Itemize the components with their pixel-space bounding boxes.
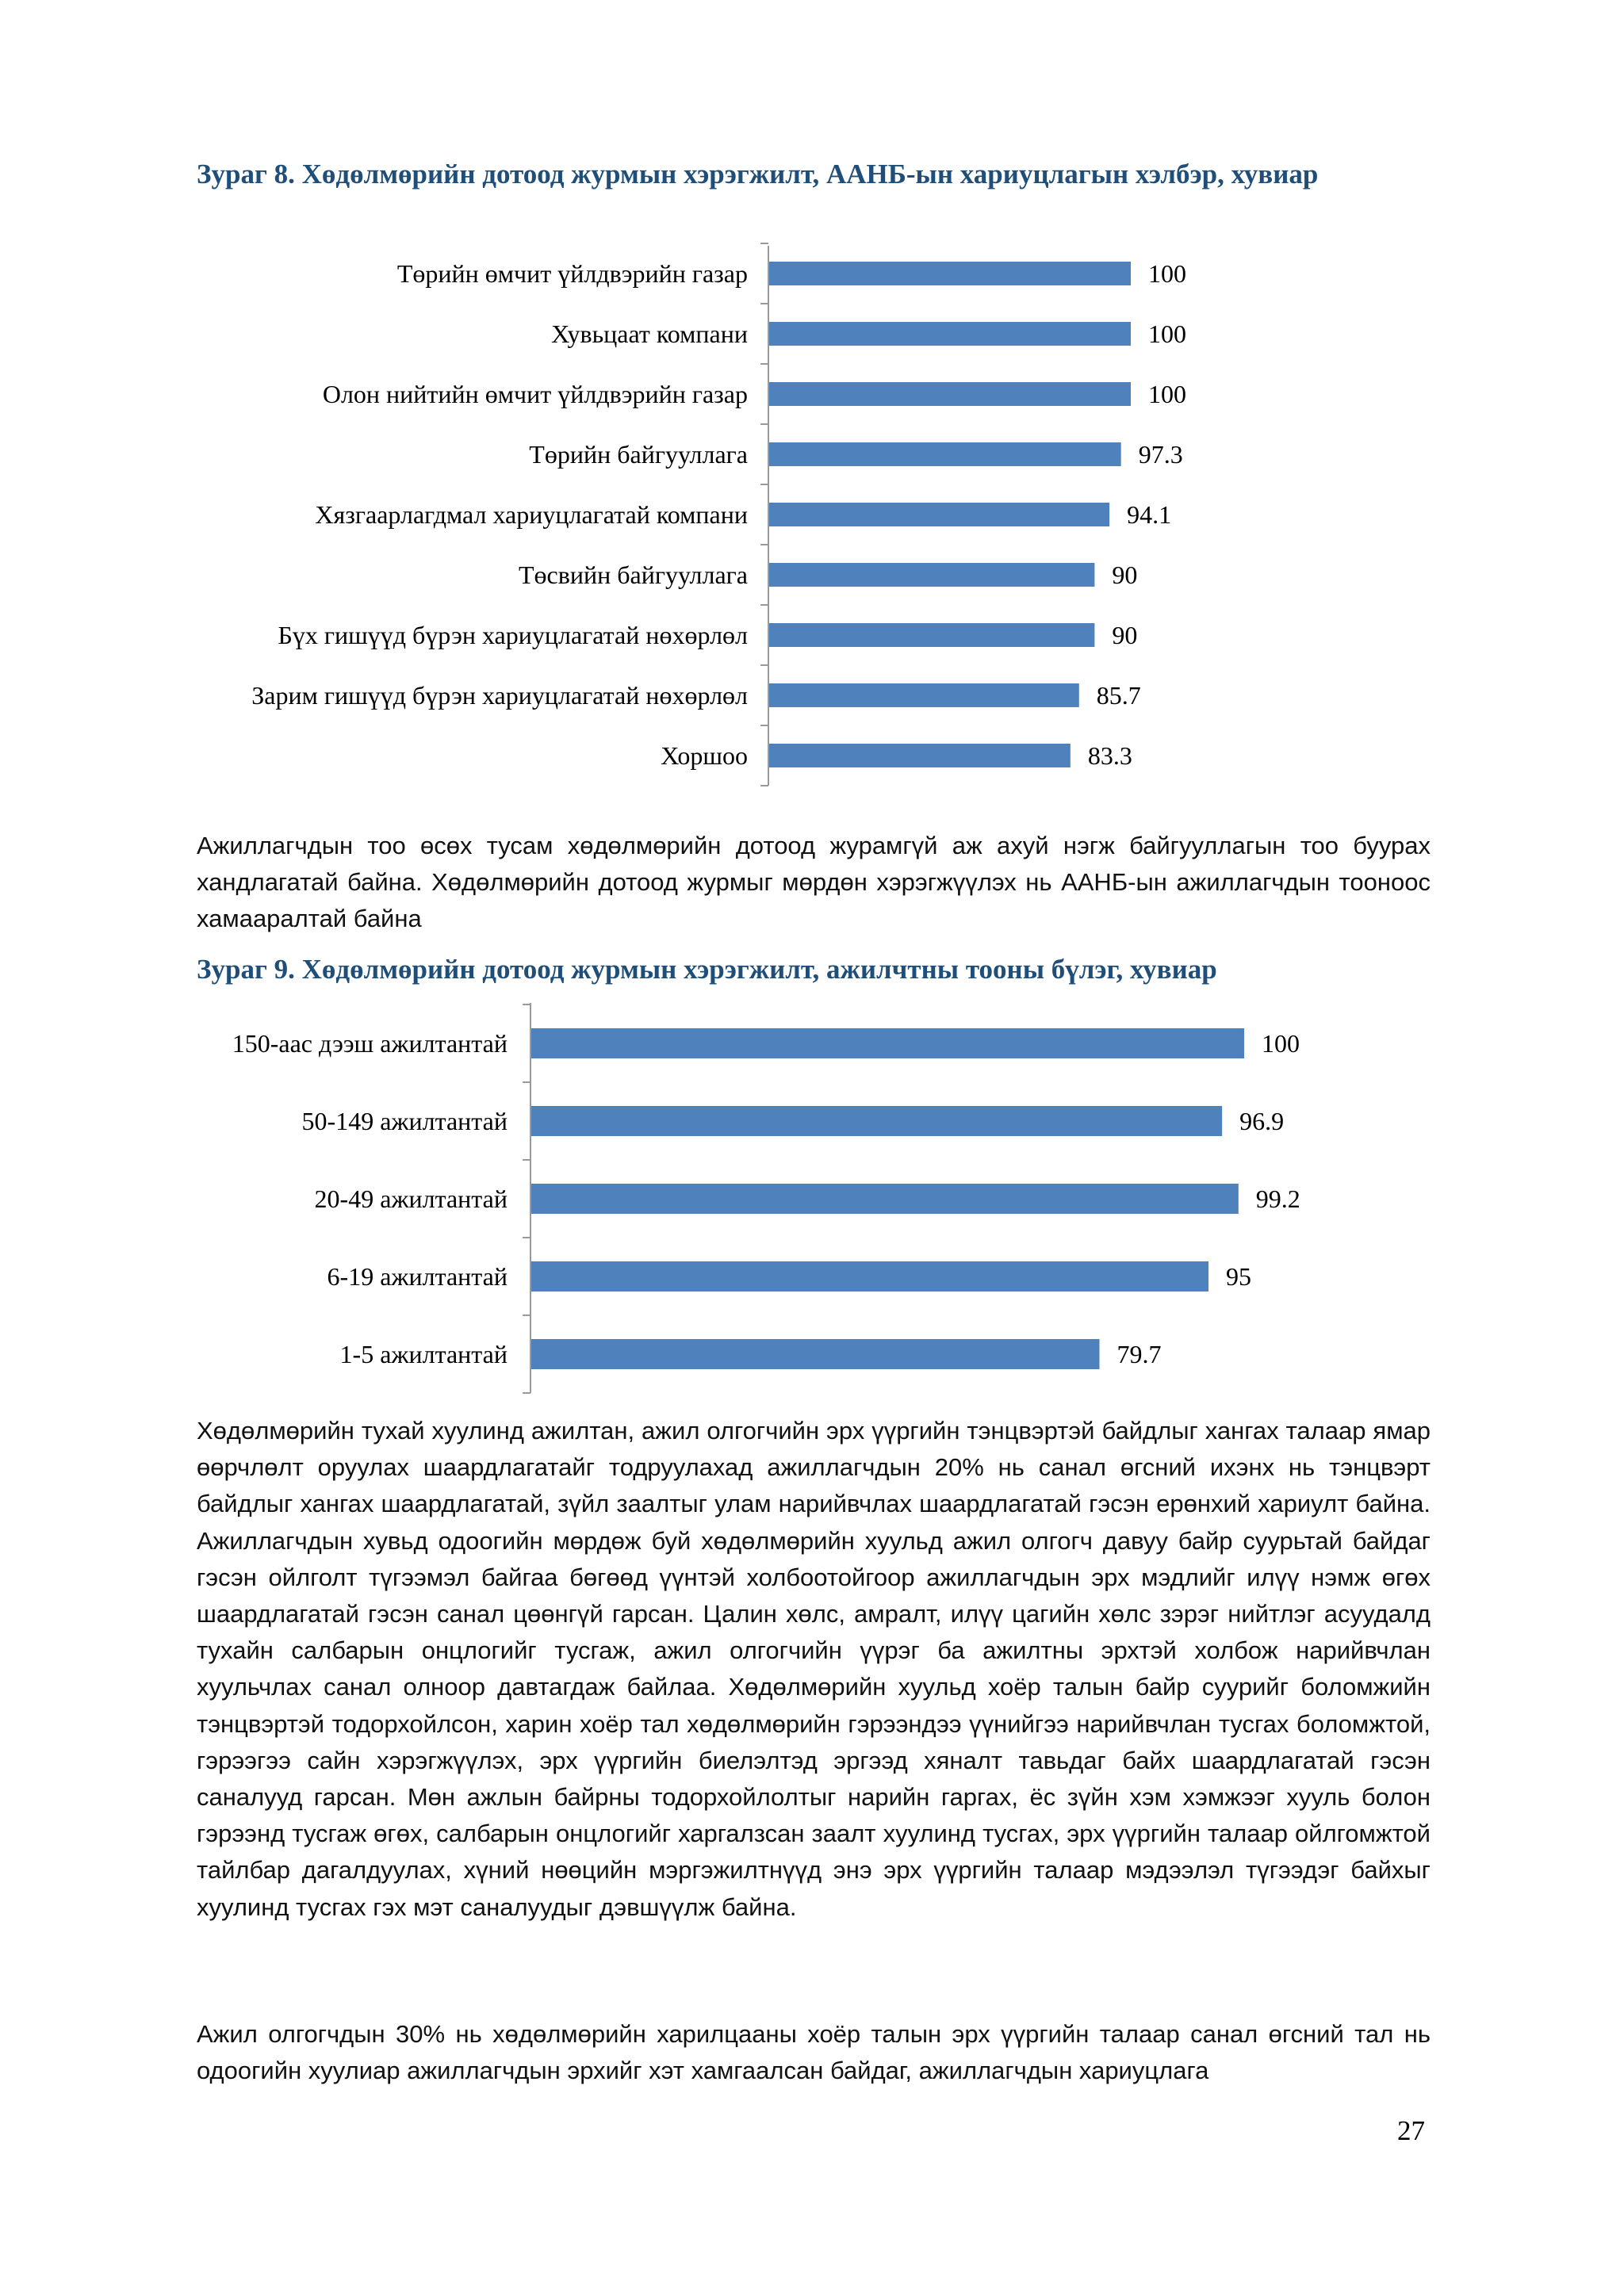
fig9-bar [531, 1028, 1244, 1058]
fig9-value-label: 95 [1226, 1262, 1252, 1291]
fig9-value-label: 99.2 [1255, 1184, 1300, 1213]
fig8-bar [769, 262, 1131, 285]
fig8-category-label: Хязгаарлагдмал хариуцлагатай компани [315, 500, 748, 529]
paragraph-2: Хөдөлмөрийн тухай хуулинд ажилтан, ажил олгогчийн эрх үүргийн тэнцвэртэй байдлыг хангах талаар ямар өөрчлөлт оруулах шаардлагатайг тодруулахад ажиллагчдын 20% нь санал өгсний ихэнх нь тэнцвэрт байдлыг хангах шаардлагатай, зүйл заалтыг улам нарийвчлах шаардлагатай гэсэн ерөнхий хариулт байна. Ажиллагчдын хувьд одоогийн мөрдөж буй хөдөлмөрийн хуульд ажил олгогч давуу байр суурьтай байдаг гэсэн ойлголт түгээмэл байгаа бөгөөд үүнтэй холбоотойгоор ажиллагчдын эрх мэдлийг илүү нэмж өгөх шаардлагатай гэсэн санал цөөнгүй гарсан. Цалин хөлс, амралт, илүү цагийн хөлс зэрэг нийтлэг асуудалд тухайн салбарын онцлогийг тусгаж, ажил олгогчийн үүрэг ба ажилтны эрхтэй холбож нарийвчлан хуульчлах санал олноор давтагдаж байлаа. Хөдөлмөрийн хуульд хоёр талын байр суурийг боломжийн тэнцвэртэй тодорхойлсон, харин хоёр тал хөдөлмөрийн гэрээндээ үүнийгээ нарийвчлан тусгах боломжтой, гэрээгээ сайн хэрэгжүүлэх, эрх үүргийн биелэлтэд эргээд хяналт тавьдаг байх шаардлагатай гэсэн саналууд гарсан. Мөн ажлын байрны тодорхойлолтыг нарийн гаргах, ёс зүйн хэм хэмжээг хууль болон гэрээнд тусгаж өгөх, салбарын онцлогийг харгалзсан заалт хуулинд тусгах, эрх үүргийн талаар ойлгомжтой тайлбар дагалдуулах, хүний нөөцийн мэргэжилтнүүд энэ эрх үүргийн талаар мэдээлэл түгээдэг байхыг хуулинд тусгах гэх мэт саналуудыг дэвшүүлж байна. [197, 1417, 1431, 1921]
fig8-bar [769, 623, 1094, 647]
fig8-category-label: Хувьцаат компани [551, 320, 748, 348]
paragraph-3: Ажил олгогчдын 30% нь хөдөлмөрийн харилцааны хоёр талын эрх үүргийн талаар санал өгсний тал нь одоогийн хуулиар ажиллагчдын эрхийг хэт хамгаалсан байдаг, ажиллагчдын хариуцлага [197, 2020, 1431, 2085]
fig8-category-label: Хоршоо [661, 741, 748, 770]
fig9-category-label: 1-5 ажилтантай [339, 1340, 508, 1368]
fig9-category-label: 150-аас дээш ажилтантай [232, 1029, 508, 1058]
fig8-value-label: 100 [1148, 259, 1186, 288]
fig8-bar [769, 563, 1094, 587]
fig8-value-label: 94.1 [1127, 500, 1172, 529]
fig9-category-label: 50-149 ажилтантай [301, 1107, 508, 1135]
fig9-bar [531, 1339, 1100, 1369]
fig9-bar [531, 1106, 1222, 1136]
fig8-value-label: 100 [1148, 380, 1186, 408]
fig8-value-label: 100 [1148, 320, 1186, 348]
fig8-value-label: 97.3 [1138, 440, 1183, 469]
figure-8-chart [0, 238, 1624, 793]
fig9-bar [531, 1184, 1239, 1214]
fig8-value-label: 90 [1112, 621, 1138, 649]
figure-8-caption: Зураг 8. Хөдөлмөрийн дотоод журмын хэрэгжилт, ААНБ-ын хариуцлагын хэлбэр, хувиар [197, 159, 1319, 189]
fig9-category-label: 6-19 ажилтантай [327, 1262, 508, 1291]
fig9-category-label: 20-49 ажилтантай [314, 1184, 508, 1213]
fig8-value-label: 83.3 [1087, 741, 1132, 770]
fig8-bar [769, 503, 1109, 526]
fig8-bar [769, 442, 1121, 466]
fig8-category-label: Төсвийн байгууллага [518, 561, 748, 589]
fig8-category-label: Зарим гишүүд бүрэн хариуцлагатай нөхөрлөл [251, 681, 748, 710]
fig9-value-label: 96.9 [1239, 1107, 1285, 1135]
fig8-category-label: Бүх гишүүд бүрэн хариуцлагатай нөхөрлөл [278, 621, 748, 649]
figure-9-caption: Зураг 9. Хөдөлмөрийн дотоод журмын хэрэгжилт, ажилчтны тооны бүлэг, хувиар [197, 954, 1217, 985]
fig9-value-label: 79.7 [1116, 1340, 1162, 1368]
fig8-category-label: Олон нийтийн өмчит үйлдвэрийн газар [322, 380, 748, 408]
fig8-bar [769, 322, 1131, 346]
fig8-bar [769, 382, 1131, 406]
fig9-bar [531, 1261, 1208, 1292]
fig8-bar [769, 683, 1079, 707]
fig8-value-label: 90 [1112, 561, 1138, 589]
paragraph-1: Ажиллагчдын тоо өсөх тусам хөдөлмөрийн дотоод журамгүй аж ахуй нэгж байгууллагын тоо буурах хандлагатай байна. Хөдөлмөрийн дотоод журмыг мөрдөн хэрэгжүүлэх нь ААНБ-ын ажиллагчдын тооноос хамааралтай байна [197, 832, 1431, 933]
fig8-bar [769, 744, 1071, 767]
fig8-category-label: Төрийн байгууллага [529, 440, 748, 469]
figure-9-chart [0, 995, 1624, 1407]
fig8-category-label: Төрийн өмчит үйлдвэрийн газар [396, 259, 748, 288]
page-number: 27 [1397, 2115, 1425, 2146]
fig9-value-label: 100 [1262, 1029, 1300, 1058]
fig8-value-label: 85.7 [1096, 681, 1141, 710]
